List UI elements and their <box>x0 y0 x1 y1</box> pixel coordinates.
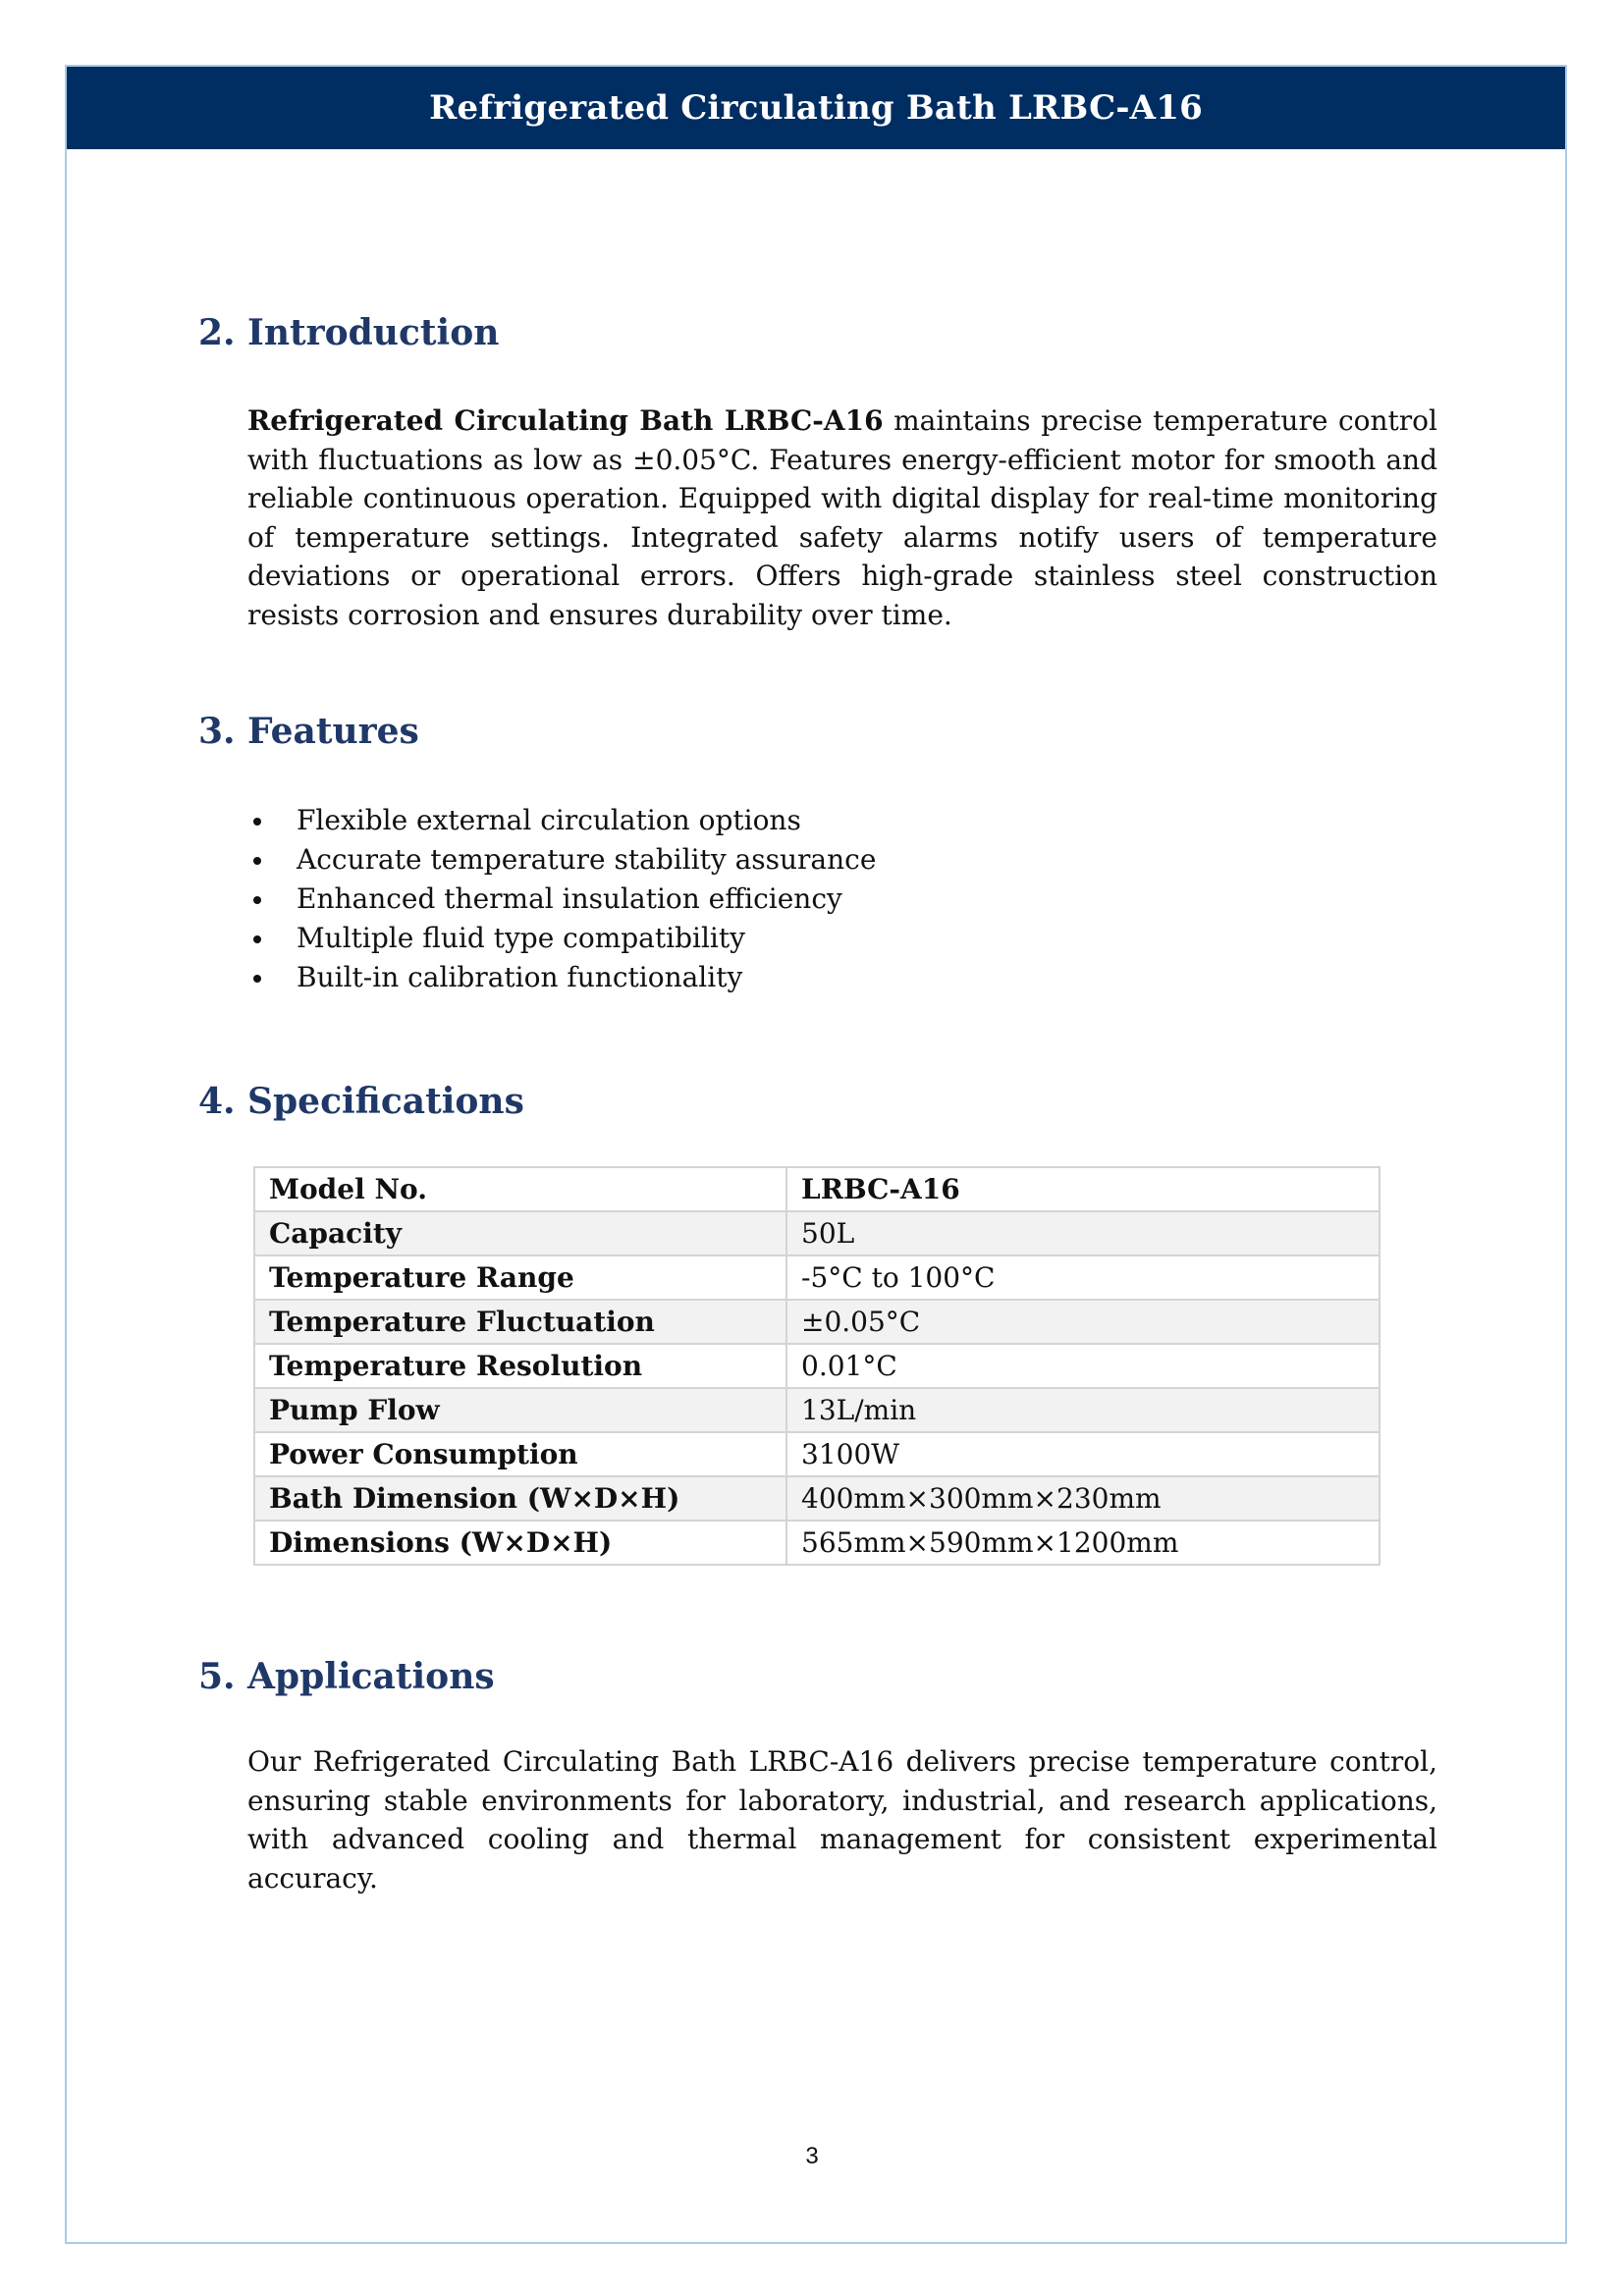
section-number: 4. <box>198 1081 236 1122</box>
section-number: 5. <box>198 1656 236 1697</box>
table-row <box>254 1344 1380 1388</box>
introduction-lead-bold: Refrigerated Circulating Bath LRBC-A16 <box>247 404 884 437</box>
document-header-bar <box>67 67 1565 149</box>
list-item: Flexible external circulation options <box>247 801 876 840</box>
page-frame <box>65 65 1567 2244</box>
spec-label: Temperature Fluctuation <box>254 1300 786 1344</box>
spec-value: 50L <box>786 1211 1380 1255</box>
spec-label: Power Consumption <box>254 1432 786 1476</box>
section-number: 2. <box>198 312 236 353</box>
table-row <box>254 1255 1380 1300</box>
spec-label: Model No. <box>254 1167 786 1211</box>
spec-label: Temperature Resolution <box>254 1344 786 1388</box>
list-item: Built-in calibration functionality <box>247 958 876 997</box>
specifications-table <box>253 1166 1380 1566</box>
section-heading-introduction <box>198 312 499 353</box>
spec-label: Pump Flow <box>254 1388 786 1432</box>
spec-label: Temperature Range <box>254 1255 786 1300</box>
spec-label: Bath Dimension (W×D×H) <box>254 1476 786 1521</box>
spec-value: LRBC-A16 <box>786 1167 1380 1211</box>
list-item: Accurate temperature stability assurance <box>247 840 876 880</box>
table-row <box>254 1388 1380 1432</box>
table-row <box>254 1521 1380 1565</box>
applications-paragraph: Our Refrigerated Circulating Bath LRBC-A16 delivers precise temperature control, ensuring stable environments for laboratory, industrial, and research applications, with advanced cooling and thermal management for consistent experimental accuracy. <box>247 1745 1437 1895</box>
spec-value: 565mm×590mm×1200mm <box>786 1521 1380 1565</box>
table-row <box>254 1476 1380 1521</box>
spec-value: 13L/min <box>786 1388 1380 1432</box>
section-heading-specifications <box>198 1081 524 1122</box>
list-item: Enhanced thermal insulation efficiency <box>247 880 876 919</box>
document-title: Refrigerated Circulating Bath LRBC-A16 <box>429 88 1203 128</box>
section-title: Introduction <box>247 312 500 353</box>
spec-value: 0.01°C <box>786 1344 1380 1388</box>
table-row <box>254 1432 1380 1476</box>
spec-value: 400mm×300mm×230mm <box>786 1476 1380 1521</box>
section-title: Specifications <box>247 1081 524 1122</box>
section-title: Features <box>247 711 419 752</box>
spec-value: -5°C to 100°C <box>786 1255 1380 1300</box>
introduction-paragraph <box>247 401 1437 634</box>
section-heading-applications <box>198 1656 495 1697</box>
list-item: Multiple fluid type compatibility <box>247 919 876 958</box>
table-row <box>254 1211 1380 1255</box>
section-number: 3. <box>198 711 236 752</box>
spec-label: Dimensions (W×D×H) <box>254 1521 786 1565</box>
section-title: Applications <box>247 1656 495 1697</box>
spec-value: 3100W <box>786 1432 1380 1476</box>
table-row <box>254 1300 1380 1344</box>
spec-label: Capacity <box>254 1211 786 1255</box>
features-list <box>247 801 876 997</box>
introduction-body: maintains precise temperature control with fluctuations as low as ±0.05°C. Features energy-efficient motor for smooth and reliable continuous operation. Equipped with digital display for real-time monitoring of temperature settings. Integrated safety alarms notify users of temperature deviations or operational errors. Offers high-grade stainless steel construction resists corrosion and ensures durability over time. <box>247 404 1437 631</box>
section-heading-features <box>198 711 419 752</box>
table-row <box>254 1167 1380 1211</box>
spec-value: ±0.05°C <box>786 1300 1380 1344</box>
page-number: 3 <box>805 2143 819 2169</box>
